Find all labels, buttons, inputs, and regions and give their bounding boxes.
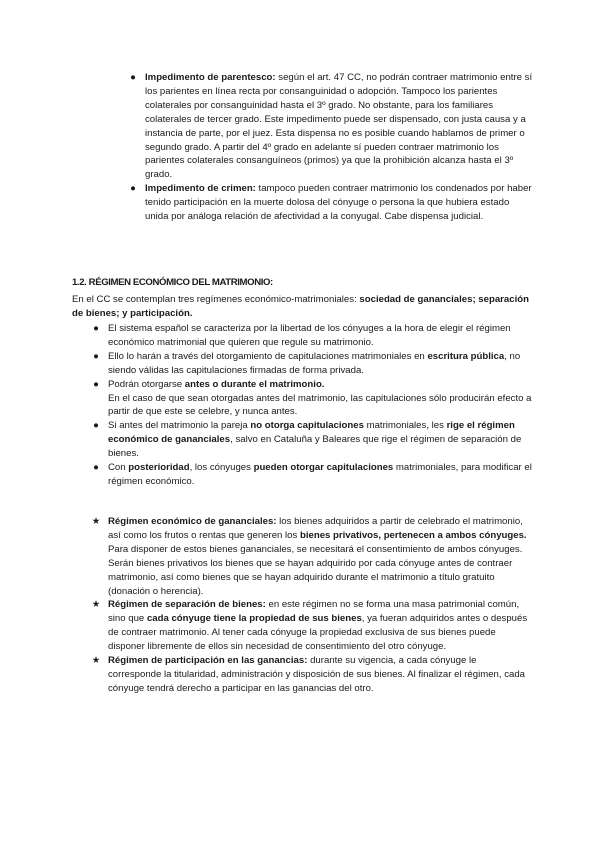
text-run: , salvo en Cataluña y Baleares que rige el régimen de separación de bienes. [108, 434, 522, 460]
bold-text: bienes privativos, pertenecen a ambos cónyuges. [299, 529, 527, 541]
bold-text: rige el régimen económico de gananciales [108, 420, 515, 446]
list-item [130, 182, 533, 224]
bullet-icon: ● [93, 350, 99, 362]
list-item-text [145, 182, 533, 224]
text-run: Para disponer de estos bienes gananciales, se necesitará el consentimiento de ambos cónyuges. [108, 543, 523, 555]
bold-text: Régimen de participación en las ganancias: [108, 655, 308, 667]
list-item [130, 71, 533, 182]
bold-text: cada cónyuge tiene la propiedad de sus bienes [146, 613, 362, 625]
star-icon: ★ [91, 655, 101, 667]
text-run: , ya fueran adquiridos antes o después de contraer matrimonio. Al tener cada cónyuge la propiedad exclusiva de sus bienes puede disponer libremente de ellos sin necesidad de consentimiento del otro cónyuge. [108, 613, 528, 653]
star-icon: ★ [91, 599, 101, 611]
item-body: tampoco pueden contraer matrimonio los condenados por haber tenido participación en la muerte dolosa del cónyuge o persona la que hubiera estado unida por análoga relación de afectividad a la conyugal. Cabe dispensa judicial. [145, 183, 532, 223]
list-item [93, 350, 532, 378]
list-item [91, 654, 532, 696]
bullet-icon: ● [130, 72, 136, 83]
list-item [93, 378, 532, 420]
bullet-icon: ● [93, 462, 99, 474]
list-item-text [108, 322, 532, 350]
bold-text: posterioridad [128, 462, 190, 474]
item-body: según el art. 47 CC, no podrán contraer matrimonio entre sí los parientes en línea recta por consanguinidad o adopción. Tampoco los parientes colaterales por consanguinidad hasta el 3º grado. No obstante, para los familiares colaterales de tercer grado. Este impedimento puede ser dispensado, con justa causa y a instancia de parte, por el juez. Esta dispensa no es posible cuando hablamos de primer o segundo grado. A partir del 4º grado en adelante sí pueden contraer matrimonio los parientes colaterales consanguíneos (primos) ya que la prohibición alcanza hasta el 3º grado. [145, 72, 533, 181]
list-item-text [108, 378, 532, 420]
text-run: Podrán otorgarse [108, 378, 185, 390]
text-run: Ello lo harán a través del otorgamiento de capitulaciones matrimoniales en [108, 350, 428, 362]
text-run: En el CC se contemplan tres regímenes económico-matrimoniales: [72, 294, 360, 305]
regime-bullet-list [93, 322, 532, 489]
text-run: Con [108, 462, 129, 474]
bullet-icon: ● [93, 323, 99, 334]
list-item [93, 322, 532, 350]
bold-text: antes o durante el matrimonio. [184, 378, 325, 390]
regime-type-list [91, 515, 532, 696]
list-item-text [108, 461, 532, 489]
text-run: El sistema español se caracteriza por la libertad de los cónyuges a la hora de elegir el régimen económico matrimonial que quieren que regule su matrimonio. [108, 323, 511, 348]
text-run: durante su vigencia, a cada cónyuge le corresponde la titularidad, administración y disposición de sus bienes. Al finalizar el régimen, cada cónyuge tendrá derecho a participar en las ganancias del otro. [108, 655, 526, 694]
item-title: Impedimento de parentesco: [145, 72, 276, 83]
text-run: Si antes del matrimonio la pareja [108, 420, 251, 432]
text-run: en este régimen no se forma una masa patrimonial común, sino que [108, 599, 520, 625]
list-item-text [108, 654, 532, 696]
intro-paragraph [72, 293, 532, 321]
bold-text: Régimen económico de gananciales: [108, 516, 277, 527]
list-item-text [108, 515, 532, 598]
list-item [93, 419, 532, 461]
text-run: , los cónyuges [189, 462, 254, 474]
bold-text: pueden otorgar capitulaciones [253, 462, 394, 474]
list-item-text [108, 598, 532, 654]
bold-text: escritura pública [427, 350, 505, 362]
list-item-text [145, 71, 533, 182]
item-title: Impedimento de crimen: [145, 183, 256, 195]
bullet-icon: ● [93, 420, 99, 432]
bold-text: Régimen de separación de bienes: [108, 599, 266, 611]
text-run: matrimoniales, para modificar el régimen económico. [108, 462, 532, 487]
list-item-text [108, 419, 532, 461]
list-item [91, 515, 532, 598]
text-run: los bienes adquiridos a partir de celebrado el matrimonio, así como los frutos o rentas que generen los [108, 516, 523, 541]
text-run: , no siendo válidas las capitulaciones firmadas de forma privada. [108, 350, 521, 376]
star-icon: ★ [91, 516, 101, 527]
list-item [93, 461, 532, 489]
text-run: En el caso de que sean otorgadas antes del matrimonio, las capitulaciones sólo producirán efecto a partir de que este se celebre, y nunca antes. [108, 392, 532, 418]
bullet-icon: ● [93, 378, 99, 390]
impediment-list [130, 71, 533, 224]
bold-text: sociedad de gananciales; separación de bienes; y participación. [72, 294, 529, 319]
text-run: matrimoniales, les [363, 420, 447, 432]
list-item [91, 598, 532, 654]
bullet-icon: ● [130, 183, 136, 195]
list-item-text [108, 350, 532, 378]
text-run: Serán bienes privativos los bienes que se hayan adquirido por cada cónyuge antes de contraer matrimonio, así como bienes que se hayan adquirido durante el matrimonio a título gratuito (donación o herencia). [108, 557, 513, 597]
bold-text: no otorga capitulaciones [250, 420, 364, 432]
section-title: 1.2. RÉGIMEN ECONÓMICO DEL MATRIMONIO: [72, 277, 273, 288]
